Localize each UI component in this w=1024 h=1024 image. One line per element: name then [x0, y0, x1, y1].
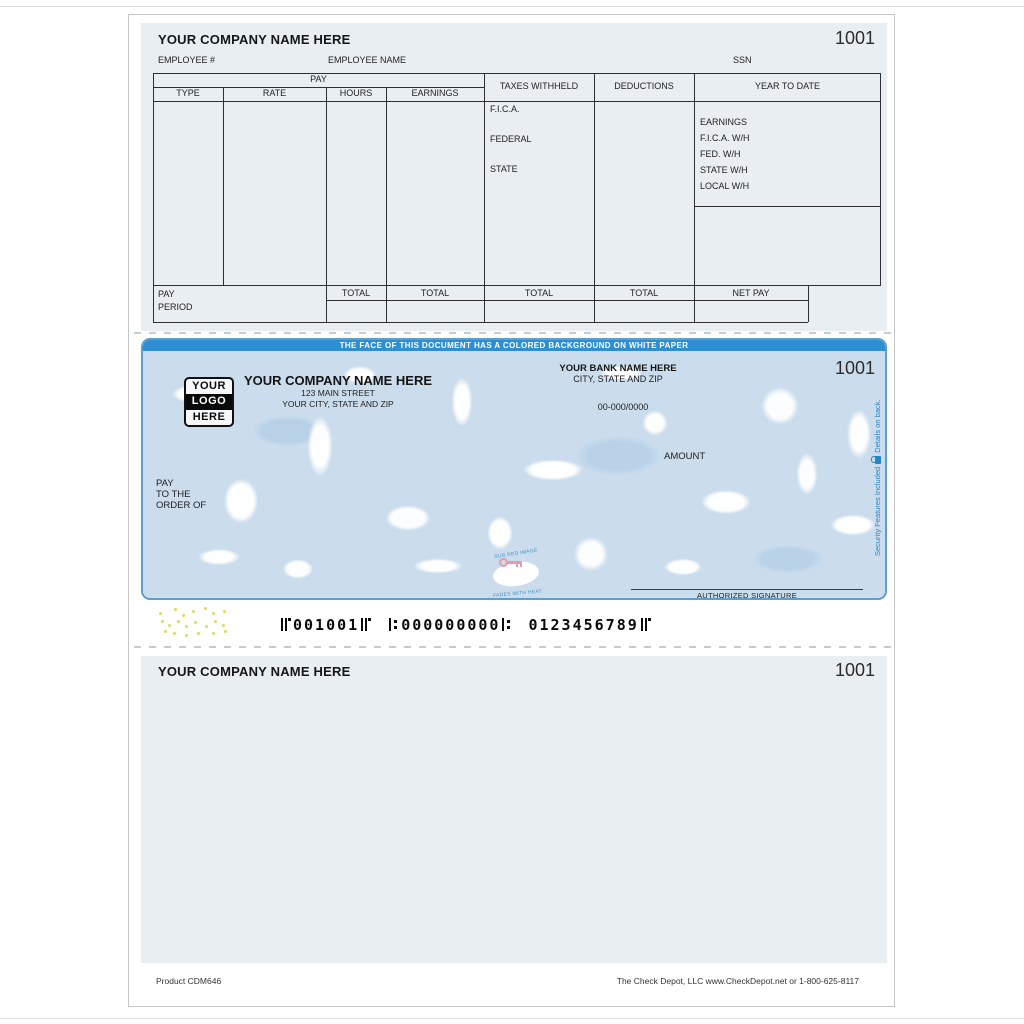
security-fiber [168, 624, 171, 627]
micr-onus-symbol [641, 618, 651, 631]
micr-check-number-group [279, 616, 373, 634]
net-pay-label: NET PAY [732, 288, 770, 298]
tax-row-federal: FEDERAL [490, 134, 532, 144]
security-fiber [182, 614, 185, 617]
security-fiber [192, 610, 195, 613]
check-body [141, 338, 887, 600]
security-fiber [223, 610, 226, 613]
logo-line: YOUR [192, 380, 226, 392]
signature-line [631, 589, 863, 590]
total-label-taxes: TOTAL [524, 288, 554, 298]
security-fiber [164, 630, 167, 633]
micr-routing-number: 000000000 [401, 616, 501, 634]
product-code: Product CDM646 [156, 976, 222, 986]
check-company-name: YOUR COMPANY NAME HERE [243, 373, 433, 388]
table-line [223, 87, 224, 286]
pay-group-header: PAY [310, 74, 327, 84]
employee-name-label: EMPLOYEE NAME [328, 55, 407, 65]
security-fiber [204, 607, 207, 610]
check-number: 1001 [834, 358, 875, 378]
table-line [153, 286, 154, 322]
micr-check-number: 001001 [293, 616, 360, 634]
security-fiber [174, 608, 177, 611]
amount-label: AMOUNT [664, 451, 706, 462]
table-line [694, 73, 695, 286]
security-fiber [214, 620, 217, 623]
col-header-earnings: EARNINGS [411, 88, 459, 98]
micr-transit-symbol [389, 618, 399, 631]
col-header-ytd: YEAR TO DATE [754, 81, 821, 91]
total-label-earnings: TOTAL [420, 288, 450, 298]
details-on-back-text: Details on back. [873, 399, 882, 454]
security-sidebar [871, 385, 884, 571]
security-fiber [212, 632, 215, 635]
employee-number-label: EMPLOYEE # [158, 55, 216, 65]
bank-block [508, 363, 728, 385]
stub-bottom-company-name: YOUR COMPANY NAME HERE [158, 664, 351, 679]
logo-line: HERE [192, 410, 226, 423]
stub-top-check-number: 1001 [834, 28, 875, 48]
lock-icon [875, 456, 881, 464]
pay-to-the-order-of-label [156, 478, 206, 511]
payee-line: TO THE [156, 489, 191, 500]
ytd-row-state-wh: STATE W/H [700, 165, 748, 175]
bank-name: YOUR BANK NAME HERE [559, 363, 677, 374]
table-line [326, 300, 808, 301]
bank-address: CITY, STATE AND ZIP [573, 374, 663, 384]
micr-routing-group [387, 616, 514, 634]
table-line [153, 101, 881, 102]
ssn-label: SSN [733, 55, 752, 65]
emblem-arc-bottom-text: FADES WITH HEAT [492, 589, 543, 599]
bottom-stub [141, 656, 887, 963]
key-icon [499, 558, 525, 568]
ytd-row-earnings: EARNINGS [700, 117, 748, 127]
payee-line: PAY [156, 478, 174, 489]
perforation-line-top [134, 332, 891, 334]
micr-transit-symbol [502, 618, 512, 631]
ytd-row-fica-wh: F.I.C.A. W/H [700, 133, 750, 143]
check-form-page [128, 14, 895, 1007]
check-company-address1: 123 MAIN STREET [301, 388, 375, 398]
security-fiber [212, 612, 215, 615]
micr-account-group [528, 616, 652, 634]
scan-edge-top [0, 6, 1024, 7]
pay-period-label-line1: PAY [158, 289, 175, 299]
table-line [484, 73, 485, 286]
stub-bottom-check-number: 1001 [834, 660, 875, 680]
security-fiber [194, 621, 197, 624]
perforation-line-bottom [134, 646, 891, 648]
security-fiber [159, 612, 162, 615]
logo-line: LOGO [186, 394, 232, 409]
col-header-type: TYPE [176, 88, 200, 98]
micr-onus-symbol [281, 618, 291, 631]
tax-row-state: STATE [490, 164, 518, 174]
table-line [326, 87, 327, 286]
ytd-row-local-wh: LOCAL W/H [700, 181, 750, 191]
micr-onus-symbol [361, 618, 371, 631]
security-fiber [197, 632, 200, 635]
col-header-hours: HOURS [339, 88, 373, 98]
colored-background-banner: THE FACE OF THIS DOCUMENT HAS A COLORED BACKGROUND ON WHITE PAPER [143, 340, 885, 351]
total-label-deductions: TOTAL [629, 288, 659, 298]
authorized-signature-label: AUTHORIZED SIGNATURE [696, 591, 798, 600]
vendor-info: The Check Depot, LLC www.CheckDepot.net or 1-800-625-8117 [616, 976, 859, 986]
security-fiber [185, 634, 188, 637]
routing-fraction: 00-000/0000 [597, 402, 649, 412]
check-company-address2: YOUR CITY, STATE AND ZIP [282, 399, 394, 409]
table-line [594, 73, 595, 286]
emblem-arc-top-text: RUB RED IMAGE [494, 548, 538, 560]
security-fiber [185, 625, 188, 628]
security-fiber [173, 632, 176, 635]
security-fiber [161, 620, 164, 623]
micr-line [279, 616, 667, 634]
heat-sensitive-key-emblem [488, 550, 544, 598]
security-features-text: Security Features Included [873, 467, 882, 557]
table-line [808, 286, 809, 322]
col-header-taxes: TAXES WITHHELD [499, 81, 579, 91]
scan-edge-bottom [0, 1018, 1024, 1019]
tax-row-fica: F.I.C.A. [490, 104, 520, 114]
table-line [694, 206, 881, 207]
stub-top-company-name: YOUR COMPANY NAME HERE [158, 32, 351, 47]
pay-period-label-line2: PERIOD [158, 302, 193, 312]
logo-placeholder [184, 377, 234, 427]
col-header-deductions: DEDUCTIONS [614, 81, 674, 91]
total-label-hours: TOTAL [341, 288, 371, 298]
table-line [153, 322, 808, 323]
col-header-rate: RATE [262, 88, 287, 98]
table-line [386, 87, 387, 286]
security-fiber [222, 624, 225, 627]
payee-line: ORDER OF [156, 500, 207, 511]
check-company-block [238, 373, 438, 410]
micr-account-number: 0123456789 [528, 616, 639, 634]
security-fiber [205, 625, 208, 628]
security-fiber [224, 630, 227, 633]
ytd-row-fed-wh: FED. W/H [700, 149, 741, 159]
security-fiber [177, 620, 180, 623]
top-pay-stub [141, 23, 887, 331]
check-face-marble-background [143, 351, 885, 598]
